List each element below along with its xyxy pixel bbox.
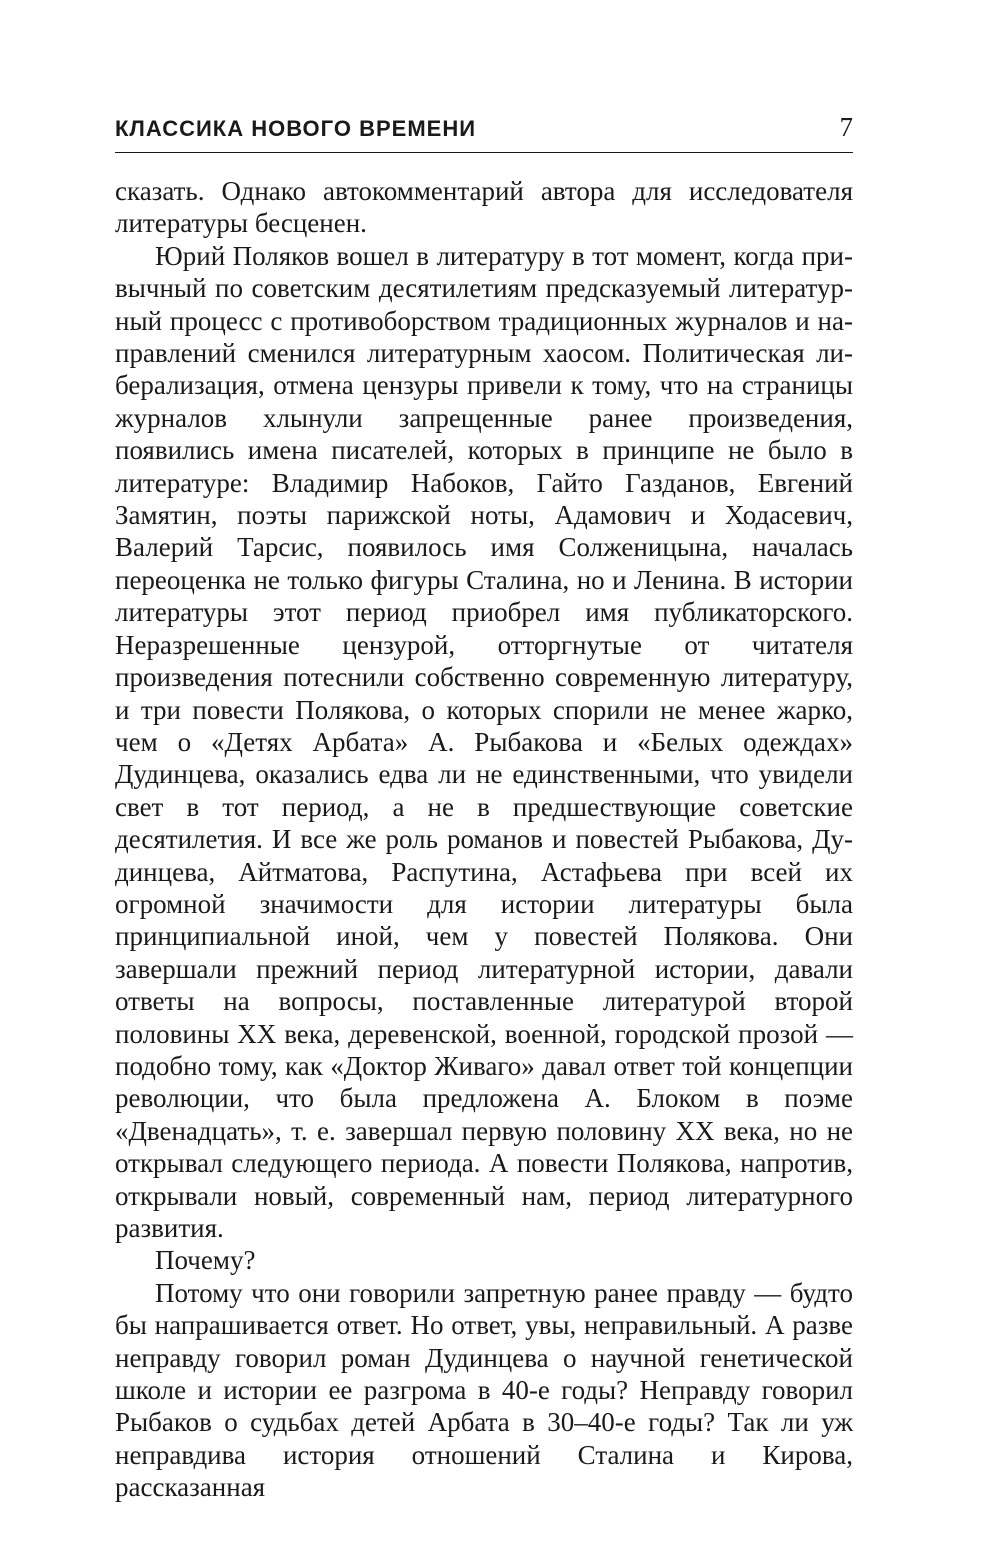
book-page <box>115 112 853 1504</box>
body-text <box>115 175 853 1504</box>
page-number: 7 <box>839 112 853 142</box>
paragraph-question: Почему? <box>155 1245 256 1276</box>
paragraph: Потому что они говорили запретную ранее правду — будто бы напрашивается ответ. Но ответ, увы, неправильный. А разве неправду говорил роман Дудинцева о научной генетической школе и истории ее разгрома в 40-е годы? Неправду говорил Рыбаков о судьбах детей Арбата в 30–40-е годы? Так ли уж неправдива история отношений Сталина и Кирова, рассказанная <box>115 1277 853 1503</box>
paragraph-continuation: сказать. Однако автокомментарий автора для исследователя литературы бесценен. <box>115 176 853 239</box>
running-title: КЛАССИКА НОВОГО ВРЕМЕНИ <box>115 116 477 141</box>
running-header <box>115 112 853 153</box>
paragraph: Юрий Поляков вошел в литературу в тот момент, когда привычный по советским десятилетиям предсказуемый литературный процесс с противоборством традиционных журналов и направлений сменился литературным хаосом. Политическая либерализация, отмена цензуры привели к тому, что на страницы журналов хлынули запрещенные ранее произведения, появились имена писателей, которых в принципе не было в литературе: Владимир Набоков, Гайто Газданов, Евгений Замятин, поэты парижской ноты, Адамович и Ходасевич, Валерий Тарсис, появилось имя Солженицына, началась переоценка не только фигуры Сталина, но и Ленина. В истории литературы этот период приобрел имя публикаторского. Неразрешенные цензурой, отторгнутые от читателя произведения потеснили собственно современную литературу, и три повести Полякова, о которых спорили не менее жарко, чем о «Детях Арбата» А. Рыбакова и «Белых одеждах» Дудинцева, оказались едва ли не единственными, что увидели свет в тот период, а не в предшествующие советские десятилетия. И все же роль романов и повестей Рыбакова, Дудинцева, Айтматова, Распутина, Астафьева при всей их огромной значимости для истории литературы была принципиальной иной, чем у повестей Полякова. Они завершали прежний период литературной истории, давали ответы на вопросы, поставленные литературой второй половины XX века, деревенской, военной, городской прозой — подобно тому, как «Доктор Живаго» давал ответ той концепции революции, что была предложена А. Блоком в поэме «Двенадцать», т. е. завершал первую половину XX века, но не открывал следующего периода. А повести Полякова, напротив, открывали новый, современный нам, период литературного развития. <box>115 240 853 1243</box>
